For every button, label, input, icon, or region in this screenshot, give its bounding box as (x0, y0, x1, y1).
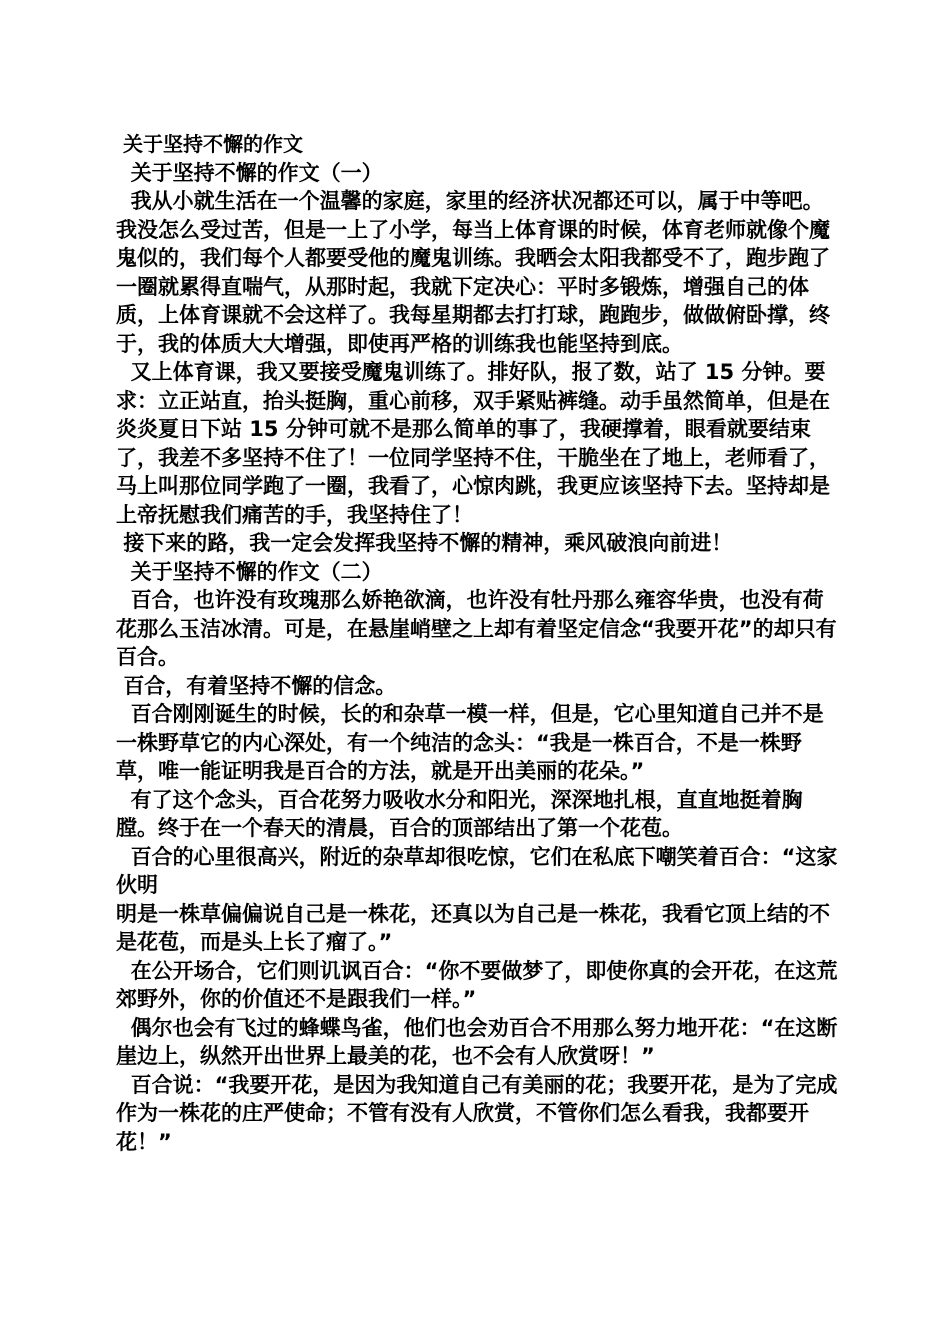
document-title: 关于坚持不懈的作文 (116, 132, 303, 156)
paragraph: 在公开场合，它们则讥讽百合：“你不要做梦了，即使你真的会开花，在这荒郊野外，你的价值还不是跟我们一样。” (116, 958, 838, 1011)
paragraph: 有了这个念头，百合花努力吸收水分和阳光，深深地扎根，直直地挺着胸膛。终于在一个春天的清晨，百合的顶部结出了第一个花苞。 (116, 787, 803, 840)
section-heading-2: 关于坚持不懈的作文（二） (116, 559, 383, 584)
paragraph: 百合，有着坚持不懈的信念。 (116, 673, 397, 698)
paragraph: 接下来的路，我一定会发挥我坚持不懈的精神，乘风破浪向前进！ (116, 531, 733, 555)
paragraph: 百合，也许没有玫瑰那么娇艳欲滴，也许没有牡丹那么雍容华贵，也没有荷花那么玉洁冰清。可是，在悬崖峭壁之上却有着坚定信念“我要开花”的却只有百合。 (116, 588, 837, 669)
paragraph: 偶尔也会有飞过的蜂蝶鸟雀，他们也会劝百合不用那么努力地开花：“在这断崖边上，纵然开出世界上最美的花，也不会有人欣赏呀！” (116, 1015, 838, 1068)
paragraph: 百合的心里很高兴，附近的杂草却很吃惊，它们在私底下嘲笑着百合：“这家伙明 (116, 844, 838, 897)
document-body (116, 130, 841, 1156)
paragraph: 又上体育课，我又要接受魔鬼训练了。排好队，报了数，站了 15 分钟。要求：立正站直，抬头挺胸，重心前移，双手紧贴裤缝。动手虽然简单，但是在炎炎夏日下站 15 分钟可就不是那么简单的事了，我硬撑着，眼看就要结束了，我差不多坚持不住了！一位同学坚持不住，干脆坐在了地上，老师看了，马上叫那位同学跑了一圈，我看了，心惊肉跳，我更应该坚持下去。坚持却是上帝抚慰我们痛苦的手，我坚持住了！ (116, 360, 830, 527)
paragraph: 百合刚刚诞生的时候，长的和杂草一模一样，但是，它心里知道自己并不是一株野草它的内心深处，有一个纯洁的念头：“我是一株百合，不是一株野草，唯一能证明我是百合的方法，就是开出美丽的花朵。” (116, 702, 824, 783)
section-heading-1: 关于坚持不懈的作文（一） (116, 160, 383, 185)
paragraph: 明是一株草偏偏说自己是一株花，还真以为自己是一株花，我看它顶上结的不是花苞，而是头上长了瘤了。” (116, 901, 830, 954)
paragraph: 我从小就生活在一个温馨的家庭，家里的经济状况都还可以，属于中等吧。我没怎么受过苦，但是一上了小学，每当上体育课的时候，体育老师就像个魔鬼似的，我们每个人都要受他的魔鬼训练。我晒会太阳我都受不了，跑步跑了一圈就累得直喘气，从那时起，我就下定决心：平时多锻炼，增强自己的体质，上体育课就不会这样了。我每星期都去打打球，跑跑步，做做俯卧撑，终于，我的体质大大增强，即使再严格的训练我也能坚持到底。 (116, 189, 830, 356)
paragraph: 百合说：“我要开花，是因为我知道自己有美丽的花；我要开花，是为了完成作为一株花的庄严使命；不管有没有人欣赏，不管你们怎么看我，我都要开花！” (116, 1072, 838, 1154)
